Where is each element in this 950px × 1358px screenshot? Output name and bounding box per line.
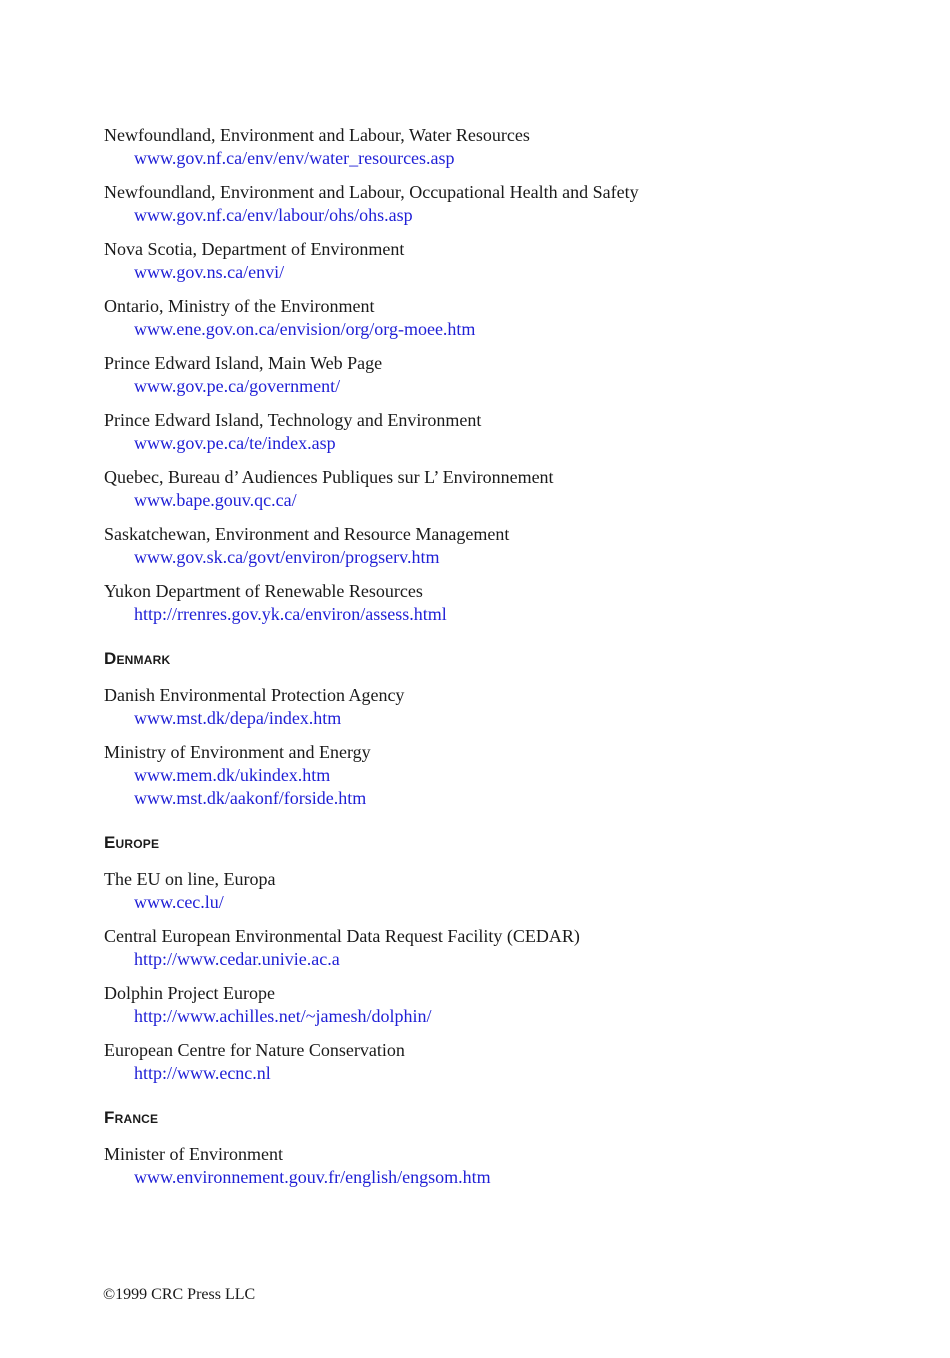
entry-title: Central European Environmental Data Request Facility (CEDAR) (104, 926, 580, 946)
directory-entry (104, 352, 864, 398)
entry-title: Quebec, Bureau d’ Audiences Publiques sur L’ Environnement (104, 467, 554, 487)
entry-title: Nova Scotia, Department of Environment (104, 239, 405, 259)
directory-entry (104, 1039, 864, 1085)
entry-url-link[interactable]: www.ene.gov.on.ca/envision/org/org-moee.htm (134, 319, 476, 339)
section-heading-france: France (104, 1108, 159, 1127)
entry-url-link[interactable]: www.mem.dk/ukindex.htm (134, 765, 331, 785)
directory-entry (104, 868, 864, 914)
entry-title: Newfoundland, Environment and Labour, Water Resources (104, 125, 530, 145)
entry-title: The EU on line, Europa (104, 869, 276, 889)
directory-entry (104, 295, 864, 341)
entry-url-link[interactable]: www.bape.gouv.qc.ca/ (134, 490, 297, 510)
directory-entry (104, 925, 864, 971)
entry-url-link[interactable]: www.gov.pe.ca/te/index.asp (134, 433, 336, 453)
directory-list (104, 124, 864, 1200)
directory-entry (104, 741, 864, 810)
copyright-footer: ©1999 CRC Press LLC (103, 1286, 256, 1303)
directory-entry (104, 466, 864, 512)
entry-url-link[interactable]: www.mst.dk/depa/index.htm (134, 708, 342, 728)
section-heading-europe: Europe (104, 833, 160, 852)
directory-entry (104, 409, 864, 455)
entry-title: Dolphin Project Europe (104, 983, 275, 1003)
section-heading-denmark: Denmark (104, 649, 171, 668)
directory-entry (104, 1143, 864, 1189)
directory-entry (104, 982, 864, 1028)
entry-url-link[interactable]: www.mst.dk/aakonf/forside.htm (134, 788, 367, 808)
entry-url-link[interactable]: www.gov.pe.ca/government/ (134, 376, 341, 396)
entry-url-link[interactable]: www.gov.sk.ca/govt/environ/progserv.htm (134, 547, 440, 567)
entry-url-link[interactable]: http://rrenres.gov.yk.ca/environ/assess.html (134, 604, 447, 624)
directory-entry (104, 238, 864, 284)
directory-entry (104, 181, 864, 227)
entry-url-link[interactable]: http://www.achilles.net/~jamesh/dolphin/ (134, 1006, 432, 1026)
entry-title: Ontario, Ministry of the Environment (104, 296, 375, 316)
directory-entry (104, 580, 864, 626)
entry-url-link[interactable]: www.gov.ns.ca/envi/ (134, 262, 285, 282)
entry-url-link[interactable]: www.gov.nf.ca/env/env/water_resources.asp (134, 148, 455, 168)
entry-title: Saskatchewan, Environment and Resource Management (104, 524, 510, 544)
directory-entry (104, 124, 864, 170)
directory-entry (104, 684, 864, 730)
entry-url-link[interactable]: www.gov.nf.ca/env/labour/ohs/ohs.asp (134, 205, 413, 225)
entry-title: Danish Environmental Protection Agency (104, 685, 405, 705)
directory-entry (104, 523, 864, 569)
entry-title: Prince Edward Island, Main Web Page (104, 353, 383, 373)
entry-url-link[interactable]: http://www.cedar.univie.ac.a (134, 949, 340, 969)
entry-url-link[interactable]: http://www.ecnc.nl (134, 1063, 271, 1083)
entry-url-link[interactable]: www.environnement.gouv.fr/english/engsom.htm (134, 1167, 491, 1187)
entry-title: European Centre for Nature Conservation (104, 1040, 405, 1060)
entry-title: Newfoundland, Environment and Labour, Occupational Health and Safety (104, 182, 639, 202)
entry-title: Ministry of Environment and Energy (104, 742, 371, 762)
entry-title: Yukon Department of Renewable Resources (104, 581, 423, 601)
entry-title: Minister of Environment (104, 1144, 283, 1164)
entry-url-link[interactable]: www.cec.lu/ (134, 892, 224, 912)
entry-title: Prince Edward Island, Technology and Environment (104, 410, 482, 430)
